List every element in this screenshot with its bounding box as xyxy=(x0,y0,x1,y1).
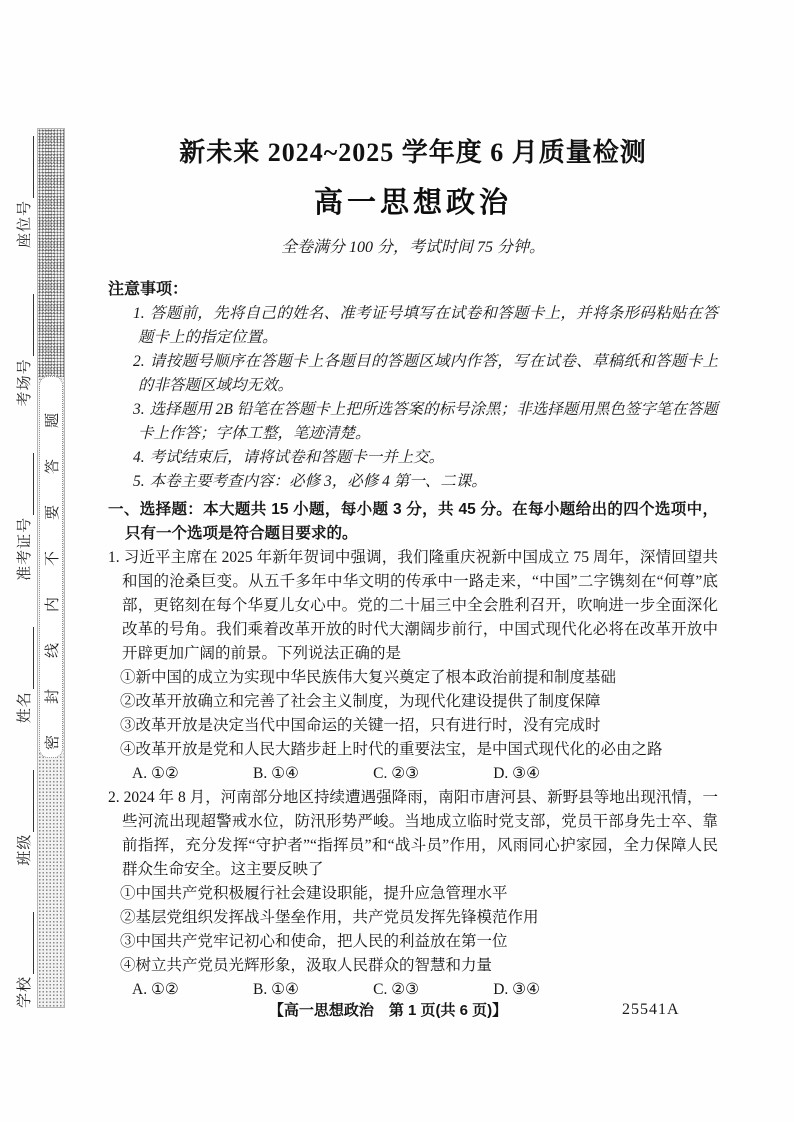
field-school xyxy=(13,912,34,1008)
notice-number: 1. xyxy=(133,305,145,322)
question-2-stem xyxy=(108,786,718,882)
option-d: D. ③④ xyxy=(493,981,540,998)
exam-subject: 高一思想政治 xyxy=(313,187,512,219)
field-class-blank xyxy=(18,770,35,832)
question-number: 1. xyxy=(108,549,120,566)
notice-number: 5. xyxy=(133,473,145,490)
notice-item-5 xyxy=(133,470,718,494)
field-name-label: 姓名 xyxy=(17,691,33,724)
notices-block xyxy=(108,278,718,494)
option-a: A. ①② xyxy=(132,765,179,782)
question-1-options xyxy=(132,762,540,786)
question-1-stem xyxy=(108,546,718,666)
exam-info-line: 全卷满分 100 分，考试时间 75 分钟。 xyxy=(280,239,545,256)
notice-text: 答题前，先将自己的姓名、准考证号填写在试卷和答题卡上，并将条形码粘贴在答题卡上的指定位置。 xyxy=(138,305,718,346)
notice-item-3 xyxy=(133,398,718,446)
question-number: 2. xyxy=(108,789,120,806)
notices-heading: 注意事项： xyxy=(108,281,189,298)
notice-number: 3. xyxy=(133,401,145,418)
option-b: B. ①④ xyxy=(252,981,299,998)
field-name xyxy=(13,627,34,723)
page-footer: 【高一思想政治 第 1 页(共 6 页)】 xyxy=(268,1002,508,1019)
question-2-item-2: ②基层党组织发挥战斗堡垒作用，共产党员发挥先锋模范作用 xyxy=(120,909,539,926)
question-1-item-4: ④改革开放是党和人民大踏步赶上时代的重要法宝，是中国式现代化的必由之路 xyxy=(120,741,663,758)
seal-line-text: 密封线内不要答题 xyxy=(45,382,61,751)
notice-item-1 xyxy=(133,302,718,350)
question-1-item-1: ①新中国的成立为实现中华民族伟大复兴奠定了根本政治前提和制度基础 xyxy=(120,669,617,686)
field-seat-number-blank xyxy=(18,136,35,198)
exam-title: 新未来 2024~2025 学年度 6 月质量检测 xyxy=(179,138,647,167)
question-2-item-1: ①中国共产党积极履行社会建设职能，提升应急管理水平 xyxy=(120,885,508,902)
notice-item-2 xyxy=(133,350,718,398)
field-class xyxy=(13,770,34,866)
option-d: D. ③④ xyxy=(493,765,540,782)
field-admission-number-blank xyxy=(18,453,35,515)
question-stem-text: 习近平主席在 2025 年新年贺词中强调，我们隆重庆祝新中国成立 75 周年，深情回望共和国的沧桑巨变。从五千多年中华文明的传承中一路走来，“中国”二字镌刻在“何尊”底部，更铭刻在每个华夏儿女心中。党的二十届三中全会胜利召开，吹响进一步全面深化改革的号角。我们乘着改革开放的时代大潮阔步前行，中国式现代化必将在改革开放中开辟更加广阔的前景。下列说法正确的是 xyxy=(122,549,718,662)
field-admission-number-label: 准考证号 xyxy=(17,516,33,581)
notice-number: 4. xyxy=(133,449,145,466)
field-seat-number xyxy=(13,136,34,248)
field-exam-room-label: 考场号 xyxy=(17,358,33,407)
option-a: A. ①② xyxy=(132,981,179,998)
question-stem-text: 2024 年 8 月，河南部分地区持续遭遇强降雨，南阳市唐河县、新野县等地出现汛情，一些河流出现超警戒水位，防汛形势严峻。当地成立临时党支部，党员干部身先士卒、靠前指挥，充分发挥“守护者”“指挥员”和“战斗员”作用，风雨同心护家园，全力保障人民群众生命安全。这主要反映了 xyxy=(122,789,718,878)
option-b: B. ①④ xyxy=(252,765,299,782)
notice-text: 选择题用 2B 铅笔在答题卡上把所选答案的标号涂黑；非选择题用黑色签字笔在答题卡上作答；字体工整，笔迹清楚。 xyxy=(138,401,718,442)
question-1 xyxy=(108,546,718,786)
notice-number: 2. xyxy=(133,353,145,370)
notice-text: 考试结束后，请将试卷和答题卡一并上交。 xyxy=(149,449,445,466)
field-name-blank xyxy=(18,627,35,689)
notice-item-4 xyxy=(133,446,718,470)
question-2-item-3: ③中国共产党牢记初心和使命，把人民的利益放在第一位 xyxy=(120,933,508,950)
paper-code: 25541A xyxy=(622,1001,680,1018)
notice-text: 本卷主要考查内容：必修 3，必修 4 第一、二课。 xyxy=(149,473,487,490)
option-c: C. ②③ xyxy=(373,765,419,782)
field-school-blank xyxy=(18,912,35,974)
field-exam-room xyxy=(13,294,34,406)
main-content xyxy=(108,130,718,1002)
question-2-item-4: ④树立共产党员光辉形象，汲取人民群众的智慧和力量 xyxy=(120,957,493,974)
notice-text: 请按题号顺序在答题卡上各题目的答题区域内作答，写在试卷、草稿纸和答题卡上的非答题区域均无效。 xyxy=(138,353,718,394)
field-exam-room-blank xyxy=(18,294,35,356)
question-2 xyxy=(108,786,718,1002)
field-seat-number-label: 座位号 xyxy=(17,200,33,249)
section-heading-choice-questions: 一、选择题：本大题共 15 小题，每小题 3 分，共 45 分。在每小题给出的四个选项中，只有一个选项是符合题目要求的。 xyxy=(108,501,718,542)
student-info-fields xyxy=(6,136,34,1008)
option-c: C. ②③ xyxy=(373,981,419,998)
question-1-item-2: ②改革开放确立和完善了社会主义制度，为现代化建设提供了制度保障 xyxy=(120,693,601,710)
question-1-item-3: ③改革开放是决定当代中国命运的关键一招，只有进行时，没有完成时 xyxy=(120,717,601,734)
field-class-label: 班级 xyxy=(17,833,33,866)
field-admission-number xyxy=(13,453,34,581)
field-school-label: 学校 xyxy=(17,975,33,1008)
question-2-options xyxy=(132,978,540,1002)
